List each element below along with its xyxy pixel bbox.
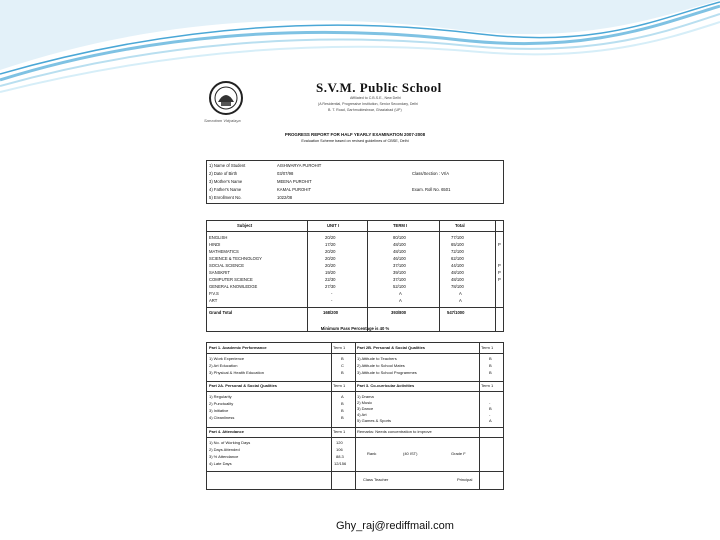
table-row: ART - A A [209,298,462,303]
attendance-value: 106 [336,447,343,452]
marks-header-term: TERM I [393,223,408,228]
report-title: PROGRESS REPORT FOR HALF YEARLY EXAMINATION 2007-2008 [284,132,426,137]
grade: B [489,363,492,368]
grade: B [341,408,344,413]
marks-header-subject: Subject [237,223,253,228]
table-row: SOCIAL SCIENCE 20/20 37/100 44/100 P [209,263,501,268]
attendance-value: 120 [336,440,343,445]
list-item: 5) Games & Sports [357,418,392,423]
part1-col: Term 1 [333,345,346,350]
list-item: 2) Days Attended [209,447,240,452]
table-row: SCIENCE & TECHNOLOGY 20/20 46/100 62/100 [209,256,464,261]
list-item: 3) % Attendance [209,454,239,459]
grand-total-row: Grand Total 168/200 393/800 547/1000 [209,310,465,315]
part1-title: Part 1. Academic Performance [209,345,267,350]
part3-col: Term 1 [481,383,494,388]
part4-title: Part 4. Attendance [209,429,244,434]
list-item: 1) No. of Working Days [209,440,251,445]
part2b-title: Part 2B. Personal & Social Qualities [357,345,426,350]
school-emblem-icon [208,80,244,116]
report-card-image [200,72,508,504]
grade: B [489,356,492,361]
table-row: MATHEMATICS 20/20 48/100 72/100 [209,249,464,254]
rank-label: Rank [367,451,377,456]
table-row: COMPUTER SCIENCE 22/30 37/100 48/100 P [209,277,501,282]
list-item: 2) Art Education [209,363,238,368]
principal-signature: Principal [457,477,473,482]
table-row: GENERAL KNOWLEDGE 27/30 52/100 78/100 [209,284,464,289]
part3-title: Part 3. Co-curricular Activities [357,383,415,388]
list-item: 4) Cleanliness [209,415,235,420]
emblem-caption: Sarvottam Vidyalaya [204,118,241,123]
part2b-col: Term 1 [481,345,494,350]
marks-table [206,220,504,332]
list-item: 2) Punctuality [209,401,234,406]
part2a-col: Term 1 [333,383,346,388]
grade: B [489,406,492,411]
remarks: Remarks: Needs concentration to improve [357,429,432,434]
student-info-box: 1) Name of Student AISHWARYA PUROHIT 2) Date of Birth 03/07/98 3) Mother's Name MEENA PUROHIT 4) Father's Name KAMAL PUROHIT 5) Enrollment No. 1022/08 Class/Section : VI/A Exam. Roll No. 6501 [206,160,504,204]
grade: B [341,370,344,375]
list-item: 3) Dance [357,406,374,411]
report-subtitle: Evaluation Scheme based on revised guidelines of CBSE, Delhi [301,139,409,143]
list-item: 4) Art [357,412,367,417]
grade: C [341,363,344,368]
part4-col: Term 1 [333,429,346,434]
list-item: 1) Drama [357,394,374,399]
grade: - [489,412,491,417]
list-item: 4) Late Days [209,461,232,466]
part2a-title: Part 2A. Personal & Social Qualities [209,383,278,388]
address-line-1: (A Residential, Progressive Institution, Senior Secondary, Delhi [318,102,419,106]
table-row: P.V.S - A A [209,291,462,296]
list-item: 1) Regularity [209,394,232,399]
grade: B [341,401,344,406]
school-name: S.V.M. Public School [316,80,442,95]
footer-email: Ghy_raj@rediffmail.com [336,520,454,532]
list-item: 3) Attitude to School Programmes [357,370,417,375]
grades-table [206,342,504,490]
list-item: 2) Attitude to School Mates [357,363,405,368]
class-teacher-signature: Class Teacher [363,477,389,482]
marks-header-unit: UNIT I [327,223,340,228]
table-row: HINDI 17/20 48/100 65/100 P [209,242,501,247]
grade: B [341,415,344,420]
grade: - [489,400,491,405]
list-item: 3) Physical & Health Education [209,370,264,375]
grade: A [341,394,344,399]
list-item: 1) Work Experience [209,356,245,361]
grade: A [489,418,492,423]
attendance-value: 88.3 [336,454,344,459]
table-row: ENGLISH 20/20 80/100 77/100 [209,235,464,240]
list-item: 3) Initiative [209,408,229,413]
pass-percentage-note: Minimum Pass Percentage is 40 % [320,326,390,331]
address-line-2: B. T. Road, Garhmukteshwar, Ghaziabad (UP) [328,108,402,112]
grade: B [489,370,492,375]
exam-roll-number: Exam. Roll No. 6501 [412,187,451,192]
class-section: Class/Section : VI/A [412,171,450,176]
affiliation: Affiliated to C.B.S.E., New Delhi [350,96,401,100]
marks-header-total: Total [455,223,465,228]
list-item: 2) Music [357,400,373,405]
rank-value: (40 IST) [403,451,418,456]
grade-label: Grade F [451,451,466,456]
table-row: SANSKRIT 19/20 39/100 48/100 P [209,270,501,275]
attendance-value: 12/156 [334,461,347,466]
grade: B [341,356,344,361]
list-item: 1) Attitude to Teachers [357,356,397,361]
